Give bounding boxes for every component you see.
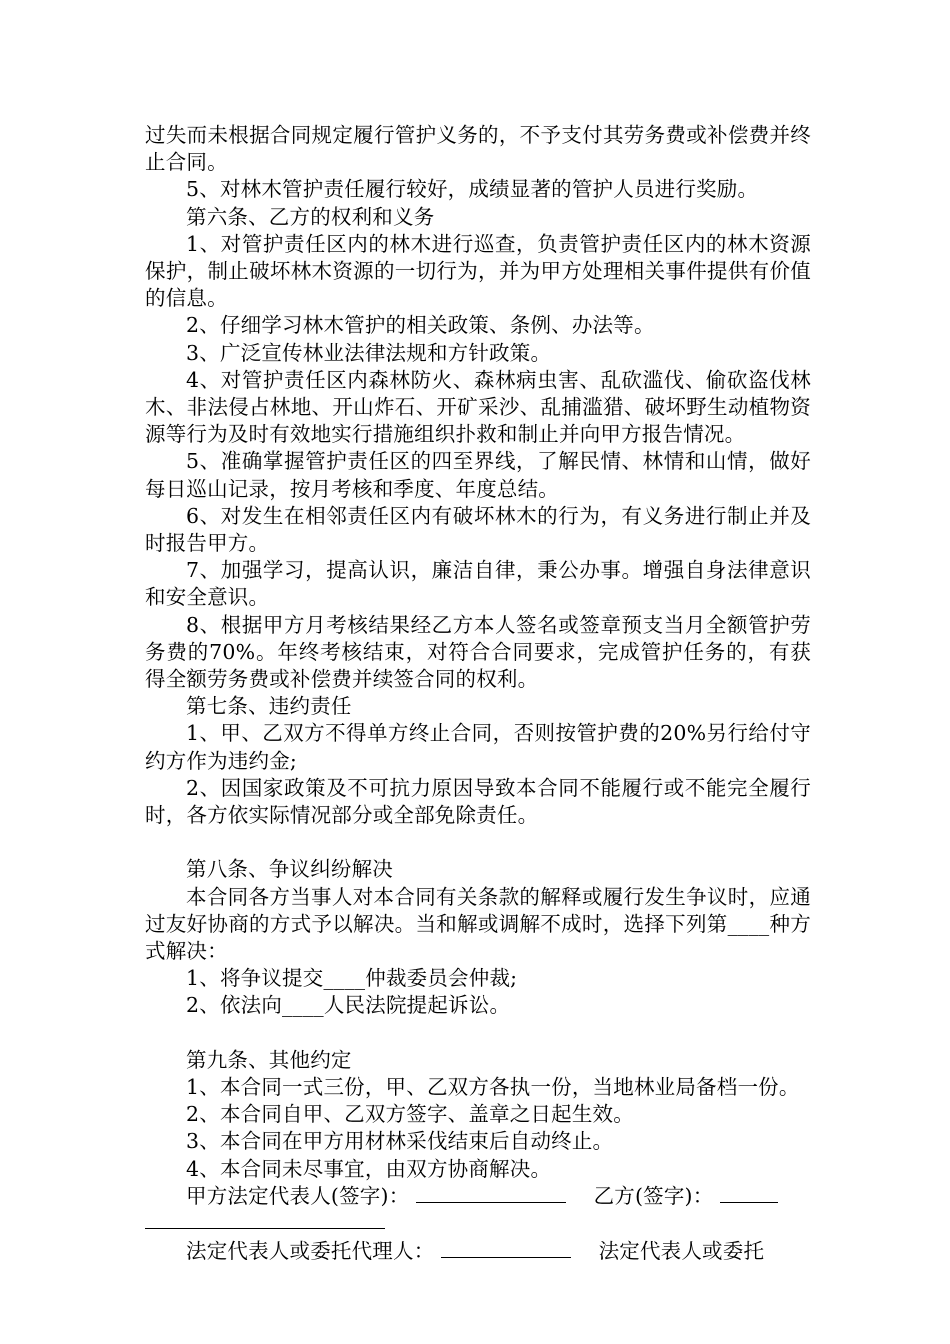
paragraph: 4、本合同未尽事宜，由双方协商解决。 — [186, 1156, 552, 1181]
document-page — [145, 122, 811, 1265]
paragraph: 7、加强学习，提高认识，廉洁自律，秉公办事。增强自身法律意识和安全意识。 — [145, 558, 811, 610]
party-b-signature-line-continued[interactable] — [145, 1210, 385, 1229]
paragraph: 2、因国家政策及不可抗力原因导致本合同不能履行或不能完全履行时，各方依实际情况部分或全部免除责任。 — [145, 775, 811, 828]
paragraph: 8、根据甲方月考核结果经乙方本人签名或签章预支当月全额管护劳务费的70%。年终考核结束，对符合合同要求，完成管护任务的，有获得全额劳务费或补偿费并续签合同的权利。 — [145, 612, 811, 692]
section-heading: 第六条、乙方的权利和义务 — [186, 204, 435, 229]
paragraph: 2、仔细学习林木管护的相关政策、条例、办法等。 — [186, 313, 655, 338]
paragraph: 3、广泛宣传林业法律法规和方针政策。 — [186, 340, 552, 365]
signature-row-parties — [145, 1183, 811, 1210]
paragraph: 5、准确掌握管护责任区的四至界线，了解民情、林情和山情，做好每日巡山记录，按月考核和季度、年度总结。 — [145, 449, 811, 501]
paragraph: 3、本合同在甲方用材林采伐结束后自动终止。 — [186, 1129, 614, 1154]
paragraph: 1、甲、乙双方不得单方终止合同，否则按管护费的20%另行给付守约方作为违约金; — [145, 721, 811, 773]
party-b-signature-line[interactable] — [720, 1184, 778, 1203]
paragraph: 本合同各方当事人对本合同有关条款的解释或履行发生争议时，应通过友好协商的方式予以解决。当和解或调解不成时，选择下列第____种方式解决： — [145, 884, 811, 964]
section-heading: 第九条、其他约定 — [186, 1047, 352, 1072]
paragraph: 1、对管护责任区内的林木进行巡查，负责管护责任区内的林木资源保护，制止破坏林木资源的一切行为，并为甲方处理相关事件提供有价值的信息。 — [145, 231, 811, 311]
rep-b-label: 法定代表人或委托 — [598, 1239, 765, 1264]
section-heading: 第八条、争议纠纷解决 — [186, 857, 393, 882]
paragraph: 1、本合同一式三份，甲、乙双方各执一份，当地林业局备档一份。 — [186, 1075, 800, 1100]
paragraph: 2、本合同自甲、乙双方签字、盖章之日起生效。 — [186, 1102, 634, 1127]
party-b-label: 乙方(签字)： — [593, 1183, 714, 1208]
paragraph: 过失而未根据合同规定履行管护义务的，不予支付其劳务费或补偿费并终止合同。 — [145, 123, 811, 175]
section-heading: 第七条、违约责任 — [186, 694, 352, 719]
signature-row-representatives — [145, 1238, 811, 1265]
paragraph: 1、将争议提交____仲裁委员会仲裁; — [186, 966, 518, 991]
paragraph: 6、对发生在相邻责任区内有破坏林木的行为，有义务进行制止并及时报告甲方。 — [145, 503, 811, 556]
blank-line — [145, 829, 811, 856]
party-a-label: 甲方法定代表人(签字)： — [186, 1183, 410, 1208]
rep-a-label: 法定代表人或委托代理人： — [186, 1239, 435, 1264]
blank-line — [145, 1020, 811, 1047]
paragraph: 5、对林木管护责任履行较好，成绩显著的管护人员进行奖励。 — [186, 177, 759, 202]
paragraph: 2、依法向____人民法院提起诉讼。 — [186, 993, 511, 1018]
rep-a-signature-line[interactable] — [441, 1239, 571, 1258]
party-a-signature-line[interactable] — [416, 1184, 566, 1203]
paragraph: 4、对管护责任区内森林防火、森林病虫害、乱砍滥伐、偷砍盗伐林木、非法侵占林地、开山炸石、开矿采沙、乱捕滥猎、破坏野生动植物资源等行为及时有效地实行措施组织扑救和制止并向甲方报告情况。 — [145, 367, 811, 447]
